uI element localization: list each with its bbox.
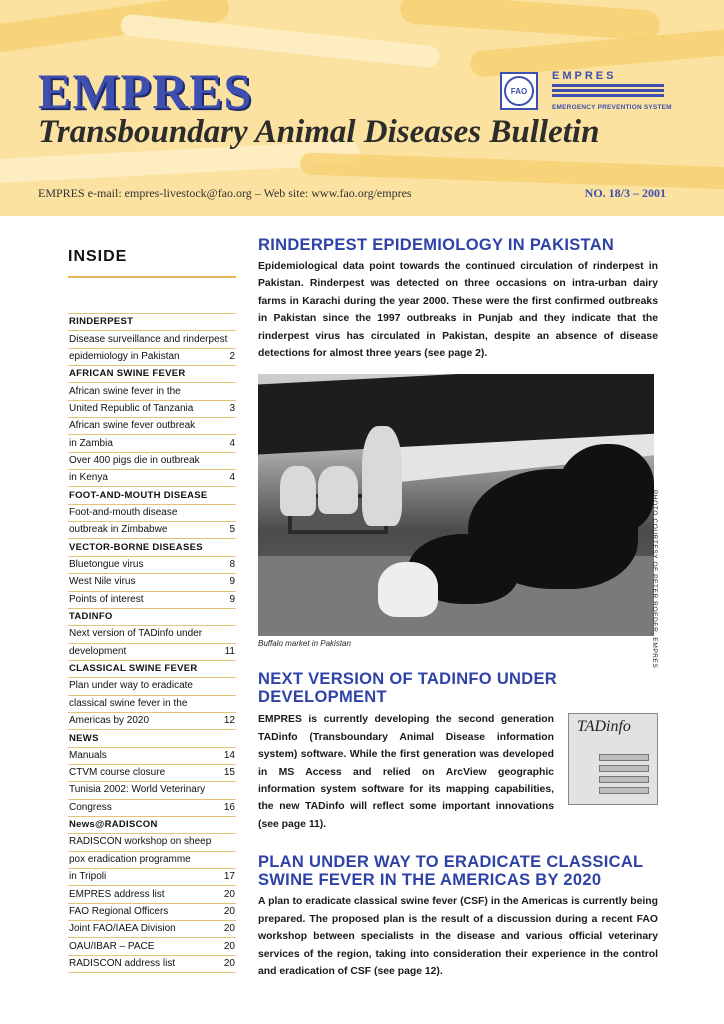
toc-page-number: 2 bbox=[229, 350, 235, 362]
photo-person bbox=[280, 466, 316, 516]
toc-entry bbox=[68, 869, 236, 886]
toc-entry bbox=[68, 557, 236, 574]
toc-entry bbox=[68, 678, 236, 695]
contact-line: EMPRES e-mail: empres-livestock@fao.org – Web site: www.fao.org/empres bbox=[38, 186, 412, 200]
toc-entry bbox=[68, 470, 236, 487]
toc-section-heading bbox=[68, 730, 236, 747]
toc-entry bbox=[68, 574, 236, 591]
toc-label: FOOT-AND-MOUTH DISEASE bbox=[69, 489, 208, 501]
toc-entry bbox=[68, 886, 236, 903]
toc-entry bbox=[68, 782, 236, 799]
toc-page-number: 11 bbox=[224, 645, 235, 657]
toc-label: in Kenya bbox=[69, 472, 108, 484]
fao-logo-ring: FAO bbox=[504, 76, 534, 106]
article-body: EMPRES is currently developing the second generation TADinfo (Transboundary Animal Disease information system) software. While the first generation was developed in MS Access and relied on ArcView geographic information system software for its mapping capabilities, the new TADinfo will reflect some important innovations (see page 11). bbox=[258, 714, 554, 830]
toc-entry bbox=[68, 505, 236, 522]
toc-label: VECTOR-BORNE DISEASES bbox=[69, 541, 203, 553]
toc-label: classical swine fever in the bbox=[69, 697, 188, 709]
toc-label: Next version of TADinfo under bbox=[69, 628, 203, 640]
tadinfo-screenshot bbox=[568, 713, 658, 805]
toc-page-number: 8 bbox=[229, 558, 235, 570]
toc-entry bbox=[68, 383, 236, 400]
toc-entry bbox=[68, 696, 236, 713]
masthead bbox=[0, 0, 724, 216]
toc-entry bbox=[68, 748, 236, 765]
masthead-title: EMPRES bbox=[38, 63, 253, 119]
logo-stripe bbox=[552, 89, 664, 92]
brush-stroke bbox=[300, 152, 724, 189]
toc-label: epidemiology in Pakistan bbox=[69, 350, 180, 362]
photo-person bbox=[362, 426, 402, 526]
photo-credit: PHOTO COURTESY OF PETER ROEDER, EMPRES bbox=[651, 490, 658, 669]
toc-label: AFRICAN SWINE FEVER bbox=[69, 368, 186, 380]
toc-entry bbox=[68, 713, 236, 730]
toc-page-number: 3 bbox=[229, 402, 235, 414]
toc-section-heading bbox=[68, 609, 236, 626]
toc-label: RADISCON workshop on sheep bbox=[69, 836, 212, 848]
toc-label: FAO Regional Officers bbox=[69, 905, 169, 917]
main-column bbox=[258, 236, 658, 980]
toc-page-number: 16 bbox=[223, 801, 235, 813]
toc-section-heading bbox=[68, 314, 236, 331]
toc-label: Tunisia 2002: World Veterinary bbox=[69, 784, 206, 796]
toc-page-number: 4 bbox=[229, 437, 235, 449]
toc-entry bbox=[68, 453, 236, 470]
toc-page-number: 20 bbox=[223, 905, 235, 917]
article-csf bbox=[258, 853, 658, 980]
logo-stripe bbox=[552, 84, 664, 87]
toc-page-number: 20 bbox=[223, 940, 235, 952]
toc-section-heading bbox=[68, 661, 236, 678]
empres-logo-subtitle: EMERGENCY PREVENTION SYSTEM bbox=[552, 104, 672, 111]
article-body: A plan to eradicate classical swine fever (CSF) in the Americas is currently being prepared. The proposed plan is the result of a discussion during a recent FAO workshop between specialists in the disease and various official veterinary services of the region, taking into consideration their experience in the control and eradication of CSF (see page 12). bbox=[258, 896, 658, 977]
article-tadinfo bbox=[258, 670, 658, 833]
fao-logo bbox=[500, 72, 538, 110]
toc-label: in Zambia bbox=[69, 437, 113, 449]
article-rinderpest bbox=[258, 236, 658, 648]
toc-label: CLASSICAL SWINE FEVER bbox=[69, 663, 198, 675]
empres-logo-stripes bbox=[552, 84, 664, 104]
toc-label: OAU/IBAR – PACE bbox=[69, 940, 155, 952]
toc-entry bbox=[68, 834, 236, 851]
toc-page-number: 9 bbox=[229, 576, 235, 588]
toc-page-number: 4 bbox=[229, 472, 235, 484]
toc-entry bbox=[68, 921, 236, 938]
toc-label: African swine fever in the bbox=[69, 385, 181, 397]
article-headline: PLAN UNDER WAY TO ERADICATE CLASSICAL SWINE FEVER IN THE AMERICAS BY 2020 bbox=[258, 853, 644, 890]
toc-entry bbox=[68, 435, 236, 452]
toc-section-heading bbox=[68, 817, 236, 834]
toc-page-number: 17 bbox=[223, 871, 235, 883]
buffalo-market-photo bbox=[258, 374, 654, 636]
toc-entry bbox=[68, 592, 236, 609]
toc-label: NEWS bbox=[69, 732, 99, 744]
thumb-menu-bar bbox=[599, 765, 649, 772]
thumb-menu-bar bbox=[599, 776, 649, 783]
toc-entry bbox=[68, 765, 236, 782]
toc-label: Americas by 2020 bbox=[69, 715, 150, 727]
toc-section-heading bbox=[68, 366, 236, 383]
toc-label: Foot-and-mouth disease bbox=[69, 506, 178, 518]
thumb-menu-bar bbox=[599, 754, 649, 761]
toc-label: African swine fever outbreak bbox=[69, 420, 196, 432]
inside-sidebar bbox=[68, 240, 236, 973]
logo-stripe bbox=[552, 94, 664, 97]
toc-section-heading bbox=[68, 539, 236, 556]
toc-label: pox eradication programme bbox=[69, 853, 191, 865]
photo-sack bbox=[378, 562, 438, 617]
toc-entry bbox=[68, 956, 236, 973]
toc-entry bbox=[68, 349, 236, 366]
toc-page-number: 12 bbox=[223, 715, 235, 727]
toc-section-heading bbox=[68, 487, 236, 504]
toc-page-number: 14 bbox=[223, 749, 235, 761]
empres-logo bbox=[552, 70, 672, 112]
toc-entry bbox=[68, 938, 236, 955]
toc-entry bbox=[68, 644, 236, 661]
toc-entry bbox=[68, 800, 236, 817]
toc-page-number: 20 bbox=[223, 957, 235, 969]
photo-caption: Buffalo market in Pakistan bbox=[258, 639, 351, 649]
empres-logo-word: EMPRES bbox=[552, 70, 617, 82]
article-headline: RINDERPEST EPIDEMIOLOGY IN PAKISTAN bbox=[258, 236, 615, 254]
thumb-menu-bar bbox=[599, 787, 649, 794]
toc-entry bbox=[68, 401, 236, 418]
toc-entry bbox=[68, 852, 236, 869]
toc-label: Bluetongue virus bbox=[69, 558, 144, 570]
toc-label: United Republic of Tanzania bbox=[69, 402, 194, 414]
brush-stroke bbox=[120, 13, 441, 68]
article-headline: NEXT VERSION OF TADINFO UNDER DEVELOPMENT bbox=[258, 670, 557, 707]
toc-label: development bbox=[69, 645, 127, 657]
table-of-contents bbox=[68, 313, 236, 973]
toc-label: Disease surveillance and rinderpest bbox=[69, 333, 228, 345]
toc-label: EMPRES address list bbox=[69, 888, 165, 900]
toc-label: outbreak in Zimbabwe bbox=[69, 524, 168, 536]
toc-page-number: 20 bbox=[223, 923, 235, 935]
toc-label: RADISCON address list bbox=[69, 957, 176, 969]
issue-number: NO. 18/3 – 2001 bbox=[584, 186, 666, 200]
toc-page-number: 20 bbox=[223, 888, 235, 900]
brush-stroke bbox=[399, 0, 660, 41]
inside-heading: INSIDE bbox=[68, 240, 236, 278]
toc-label: Congress bbox=[69, 801, 112, 813]
toc-label: RINDERPEST bbox=[69, 316, 134, 328]
toc-label: TADINFO bbox=[69, 611, 113, 623]
masthead-subtitle: Transboundary Animal Diseases Bulletin bbox=[38, 114, 600, 150]
toc-label: West Nile virus bbox=[69, 576, 136, 588]
toc-label: Joint FAO/IAEA Division bbox=[69, 923, 176, 935]
toc-entry bbox=[68, 626, 236, 643]
toc-label: CTVM course closure bbox=[69, 767, 166, 779]
toc-page-number: 15 bbox=[223, 767, 235, 779]
tadinfo-thumb-label: TADinfo bbox=[577, 718, 631, 736]
toc-page-number: 5 bbox=[229, 524, 235, 536]
toc-entry bbox=[68, 418, 236, 435]
photo-buffalo bbox=[558, 444, 654, 534]
toc-label: in Tripoli bbox=[69, 871, 107, 883]
toc-entry bbox=[68, 522, 236, 539]
article-tadinfo-content bbox=[258, 711, 658, 833]
toc-page-number: 9 bbox=[229, 593, 235, 605]
toc-entry bbox=[68, 331, 236, 348]
toc-label: Over 400 pigs die in outbreak bbox=[69, 454, 200, 466]
toc-label: Plan under way to eradicate bbox=[69, 680, 193, 692]
photo-person bbox=[318, 466, 358, 514]
toc-label: Points of interest bbox=[69, 593, 144, 605]
article-body: Epidemiological data point towards the continued circulation of rinderpest in Pakistan. Rinderpest was detected on three occasions on intra-urban dairy farms in Karachi during the year 2000. These were the first confirmed outbreaks in Pakistan since the 1997 outbreaks in Punjab and they indicate that the rinderpest virus has circulated in Pakistan, despite an absence of disease detections for almost three years (see page 2). bbox=[258, 261, 658, 360]
toc-label: Manuals bbox=[69, 749, 107, 761]
toc-entry bbox=[68, 904, 236, 921]
toc-label: News@RADISCON bbox=[69, 819, 158, 831]
